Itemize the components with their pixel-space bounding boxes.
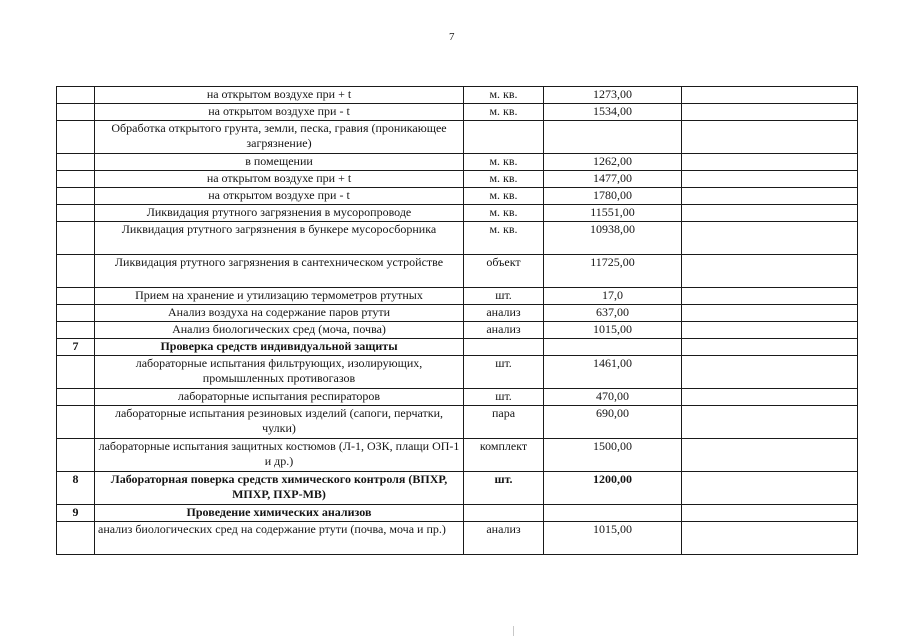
price-cell: 1780,00 xyxy=(544,188,682,205)
price-cell: 17,0 xyxy=(544,288,682,305)
row-number-cell xyxy=(57,104,95,121)
table-row xyxy=(57,87,858,104)
unit-cell: м. кв. xyxy=(464,154,544,171)
price-cell: 470,00 xyxy=(544,389,682,406)
table-row xyxy=(57,406,858,439)
description-cell: лабораторные испытания респираторов xyxy=(95,389,464,406)
page-number: 7 xyxy=(449,31,455,43)
unit-cell: шт. xyxy=(464,356,544,389)
table-row xyxy=(57,104,858,121)
unit-cell: анализ xyxy=(464,322,544,339)
price-cell: 1500,00 xyxy=(544,439,682,472)
row-number-cell xyxy=(57,154,95,171)
description-cell: Обработка открытого грунта, земли, песка, гравия (проникающее загрязнение) xyxy=(95,121,464,154)
table-row xyxy=(57,522,858,555)
table-row xyxy=(57,222,858,255)
notes-cell xyxy=(682,522,858,555)
notes-cell xyxy=(682,222,858,255)
description-cell: Лабораторная поверка средств химического контроля (ВПХР, МПХР, ПХР-МВ) xyxy=(95,472,464,505)
table-row xyxy=(57,188,858,205)
row-number-cell xyxy=(57,305,95,322)
description-cell: на открытом воздухе при + t xyxy=(95,171,464,188)
price-cell: 11725,00 xyxy=(544,255,682,288)
description-cell: анализ биологических сред на содержание ртути (почва, моча и пр.) xyxy=(95,522,464,555)
price-table-body xyxy=(57,87,858,555)
notes-cell xyxy=(682,322,858,339)
notes-cell xyxy=(682,154,858,171)
unit-cell xyxy=(464,505,544,522)
table-row xyxy=(57,389,858,406)
unit-cell: шт. xyxy=(464,288,544,305)
description-cell: Ликвидация ртутного загрязнения в бункере мусоросборника xyxy=(95,222,464,255)
table-row xyxy=(57,472,858,505)
description-cell: Проведение химических анализов xyxy=(95,505,464,522)
row-number-cell xyxy=(57,439,95,472)
unit-cell: анализ xyxy=(464,522,544,555)
unit-cell xyxy=(464,339,544,356)
row-number-cell: 9 xyxy=(57,505,95,522)
price-cell: 1534,00 xyxy=(544,104,682,121)
unit-cell: м. кв. xyxy=(464,171,544,188)
unit-cell: анализ xyxy=(464,305,544,322)
row-number-cell xyxy=(57,322,95,339)
description-cell: лабораторные испытания фильтрующих, изолирующих, промышленных противогазов xyxy=(95,356,464,389)
description-cell: на открытом воздухе при + t xyxy=(95,87,464,104)
price-cell: 1477,00 xyxy=(544,171,682,188)
description-cell: Ликвидация ртутного загрязнения в сантехническом устройстве xyxy=(95,255,464,288)
notes-cell xyxy=(682,205,858,222)
notes-cell xyxy=(682,406,858,439)
description-cell: Анализ биологических сред (моча, почва) xyxy=(95,322,464,339)
row-number-cell xyxy=(57,406,95,439)
description-cell: на открытом воздухе при - t xyxy=(95,104,464,121)
table-row xyxy=(57,288,858,305)
table-row xyxy=(57,205,858,222)
description-cell: Проверка средств индивидуальной защиты xyxy=(95,339,464,356)
table-row xyxy=(57,439,858,472)
row-number-cell xyxy=(57,522,95,555)
unit-cell: м. кв. xyxy=(464,104,544,121)
table-row xyxy=(57,356,858,389)
unit-cell: шт. xyxy=(464,472,544,505)
description-cell: Анализ воздуха на содержание паров ртути xyxy=(95,305,464,322)
notes-cell xyxy=(682,305,858,322)
description-cell: лабораторные испытания резиновых изделий (сапоги, перчатки, чулки) xyxy=(95,406,464,439)
price-cell: 637,00 xyxy=(544,305,682,322)
notes-cell xyxy=(682,389,858,406)
price-table xyxy=(56,86,858,555)
unit-cell: м. кв. xyxy=(464,87,544,104)
table-row xyxy=(57,154,858,171)
row-number-cell: 8 xyxy=(57,472,95,505)
price-cell: 1262,00 xyxy=(544,154,682,171)
price-cell: 1461,00 xyxy=(544,356,682,389)
price-cell xyxy=(544,505,682,522)
unit-cell: м. кв. xyxy=(464,188,544,205)
description-cell: на открытом воздухе при - t xyxy=(95,188,464,205)
unit-cell: пара xyxy=(464,406,544,439)
notes-cell xyxy=(682,472,858,505)
notes-cell xyxy=(682,104,858,121)
row-number-cell xyxy=(57,188,95,205)
notes-cell xyxy=(682,439,858,472)
notes-cell xyxy=(682,356,858,389)
notes-cell xyxy=(682,255,858,288)
unit-cell: м. кв. xyxy=(464,205,544,222)
price-cell: 10938,00 xyxy=(544,222,682,255)
row-number-cell xyxy=(57,389,95,406)
row-number-cell xyxy=(57,356,95,389)
price-cell: 1015,00 xyxy=(544,522,682,555)
price-cell xyxy=(544,339,682,356)
notes-cell xyxy=(682,121,858,154)
row-number-cell xyxy=(57,87,95,104)
row-number-cell xyxy=(57,288,95,305)
table-row xyxy=(57,305,858,322)
price-cell: 1015,00 xyxy=(544,322,682,339)
notes-cell xyxy=(682,288,858,305)
price-cell: 1200,00 xyxy=(544,472,682,505)
notes-cell xyxy=(682,188,858,205)
price-cell xyxy=(544,121,682,154)
unit-cell: м. кв. xyxy=(464,222,544,255)
notes-cell xyxy=(682,171,858,188)
notes-cell xyxy=(682,505,858,522)
description-cell: лабораторные испытания защитных костюмов (Л-1, ОЗК, плащи ОП-1 и др.) xyxy=(95,439,464,472)
row-number-cell xyxy=(57,171,95,188)
row-number-cell xyxy=(57,222,95,255)
price-cell: 11551,00 xyxy=(544,205,682,222)
unit-cell xyxy=(464,121,544,154)
unit-cell: шт. xyxy=(464,389,544,406)
unit-cell: объект xyxy=(464,255,544,288)
table-row xyxy=(57,255,858,288)
table-row xyxy=(57,171,858,188)
table-row xyxy=(57,505,858,522)
table-row xyxy=(57,322,858,339)
price-cell: 690,00 xyxy=(544,406,682,439)
row-number-cell xyxy=(57,205,95,222)
notes-cell xyxy=(682,87,858,104)
table-row xyxy=(57,121,858,154)
price-cell: 1273,00 xyxy=(544,87,682,104)
notes-cell xyxy=(682,339,858,356)
row-number-cell xyxy=(57,121,95,154)
row-number-cell: 7 xyxy=(57,339,95,356)
description-cell: Ликвидация ртутного загрязнения в мусоропроводе xyxy=(95,205,464,222)
scan-mark xyxy=(513,626,514,636)
description-cell: в помещении xyxy=(95,154,464,171)
unit-cell: комплект xyxy=(464,439,544,472)
row-number-cell xyxy=(57,255,95,288)
description-cell: Прием на хранение и утилизацию термометров ртутных xyxy=(95,288,464,305)
table-row xyxy=(57,339,858,356)
